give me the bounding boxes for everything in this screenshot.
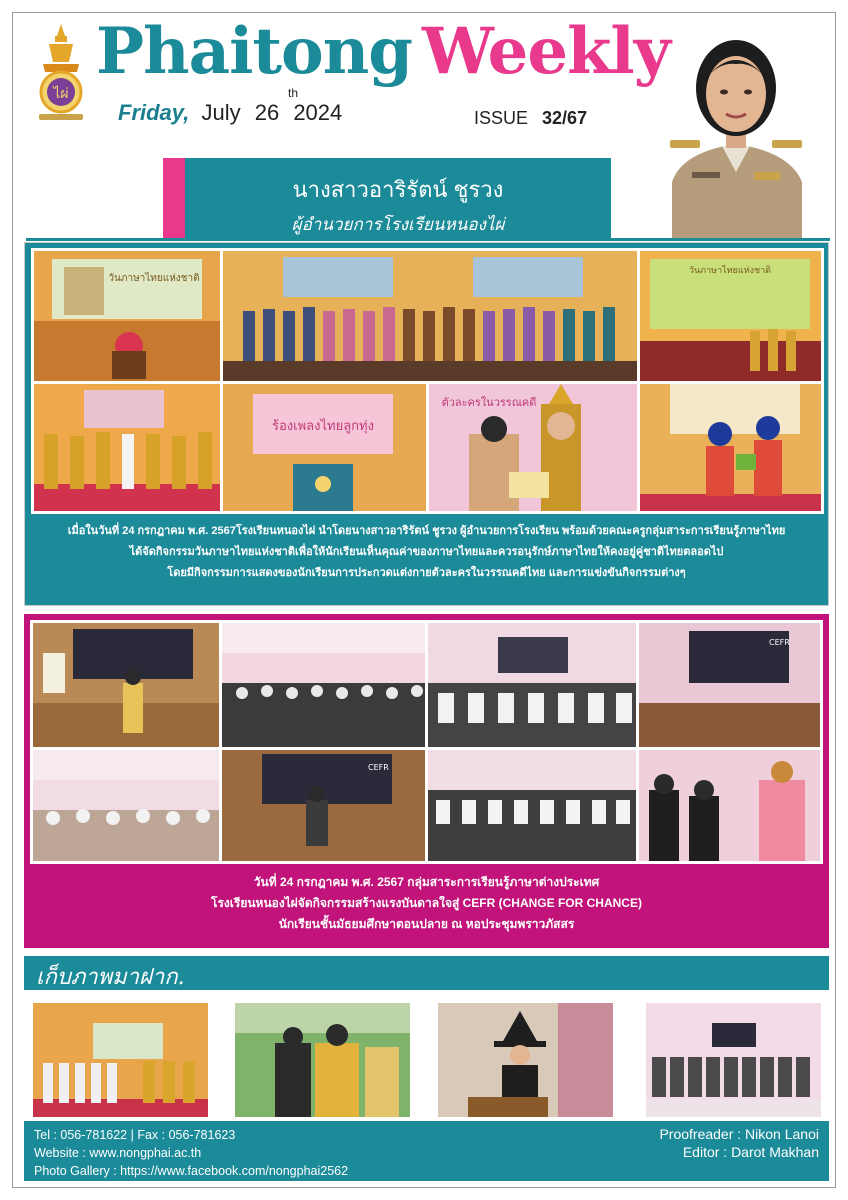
thai-language-day-section: [24, 242, 829, 606]
collage1-photo-7: [640, 384, 821, 511]
collage2-photo-8: [639, 750, 820, 861]
collage2-photo-7: [428, 750, 636, 861]
collage1-photo-2: [223, 251, 637, 381]
footer: [24, 1121, 829, 1181]
footer-website[interactable]: Website : www.nongphai.ac.th: [34, 1146, 202, 1160]
section1-caption-line-3: โดยมีกิจกรรมการแสดงของนักเรียนการประกวดแต่งกายตัวละครในวรรณคดีไทย และการแข่งขันกิจกรรมต่างๆ: [167, 567, 686, 579]
collage1-photo-1: [34, 251, 220, 381]
issue-number: [474, 108, 587, 129]
screen-text-2: CEFR: [368, 763, 389, 772]
footer-editor: Editor : Darot Makhan: [682, 1144, 819, 1160]
section1-caption-line-2: ได้จัดกิจกรรมวันภาษาไทยแห่งชาติเพื่อให้นักเรียนเห็นคุณค่าของภาษาไทยและควรอนุรักษ์ภาษาไทยให้คงอยู่คู่ชาติไทยตลอดไป: [129, 546, 724, 558]
newsletter-title: [96, 14, 670, 89]
issue-date: [118, 86, 343, 126]
gallery-photo-3: [438, 1003, 613, 1117]
director-banner: [185, 158, 611, 238]
gallery-photo-2: [235, 1003, 410, 1117]
accent-bar: [163, 158, 185, 238]
footer-proofreader: Proofreader : Nikon Lanoi: [659, 1126, 819, 1142]
banner-text-3: ตัวละครในวรรณคดี: [441, 396, 537, 409]
photo-collage-1: [31, 248, 824, 514]
issue-label: ISSUE: [474, 108, 529, 128]
footer-photo-gallery[interactable]: Photo Gallery : https://www.facebook.com/nongphai2562: [34, 1164, 349, 1178]
section1-caption: [25, 521, 828, 584]
collage2-photo-4: [639, 623, 820, 747]
date-day: Friday,: [118, 100, 190, 125]
collage2-photo-2: [222, 623, 425, 747]
gallery-title: เก็บภาพมาฝาก.: [36, 965, 185, 990]
collage2-photo-6: [222, 750, 425, 861]
cefr-activity-section: [24, 614, 829, 948]
date-suffix: th: [288, 86, 299, 100]
svg-text:ไผ่: ไผ่: [53, 86, 69, 102]
screen-text-1: CEFR: [769, 638, 790, 647]
director-position: ผู้อำนวยการโรงเรียนหนองไผ่: [291, 215, 505, 234]
date-year: 2024: [293, 100, 343, 125]
section2-caption: [24, 872, 829, 935]
section2-caption-line-2: โรงเรียนหนองไผ่จัดกิจกรรมสร้างแรงบันดาลใจสู่ CEFR (CHANGE FOR CHANCE): [211, 896, 642, 910]
collage1-photo-6: [429, 384, 637, 511]
banner-text-1: วันภาษาไทยแห่งชาติ: [108, 273, 200, 284]
banner-text-4: วันภาษาไทยแห่งชาติ: [688, 266, 772, 276]
director-name: นางสาวอาริรัตน์ ชูรวง: [292, 177, 504, 202]
section2-caption-line-1: วันที่ 24 กรกฎาคม พ.ศ. 2567 กลุ่มสาระการเรียนรู้ภาษาต่างประเทศ: [253, 875, 600, 889]
director-portrait: [642, 22, 830, 240]
collage2-photo-3: [428, 623, 636, 747]
section2-caption-line-3: นักเรียนชั้นมัธยมศึกษาตอนปลาย ณ หอประชุมพราวภัสสร: [278, 917, 575, 931]
issue-value: 32/67: [542, 108, 588, 128]
gallery-photo-4: [646, 1003, 821, 1117]
gallery-photo-1: [33, 1003, 208, 1117]
collage1-photo-5: [223, 384, 426, 511]
title-part-2: Weekly: [421, 14, 670, 89]
school-logo: [33, 22, 89, 122]
header-divider: [26, 238, 830, 241]
title-part-1: Phaitong: [96, 14, 412, 89]
photo-collage-2: [30, 620, 823, 864]
banner-text-2: ร้องเพลงไทยลูกทุ่ง: [272, 419, 374, 434]
collage2-photo-1: [33, 623, 219, 747]
collage1-photo-3: [640, 251, 821, 381]
date-month: July: [201, 100, 241, 125]
gallery-title-bar: [24, 956, 829, 990]
date-number: 26: [254, 100, 280, 125]
collage1-photo-4: [34, 384, 220, 511]
collage2-photo-5: [33, 750, 219, 861]
footer-contact: Tel : 056-781622 | Fax : 056-781623: [34, 1128, 236, 1142]
section1-caption-line-1: เมื่อในวันที่ 24 กรกฎาคม พ.ศ. 2567โรงเรียนหนองไผ่ นำโดยนางสาวอาริรัตน์ ชูรวง ผู้อำนวยการโรงเรียน พร้อมด้วยคณะครูกลุ่มสาระการเรียนรู้ภาษาไทย: [67, 525, 786, 537]
